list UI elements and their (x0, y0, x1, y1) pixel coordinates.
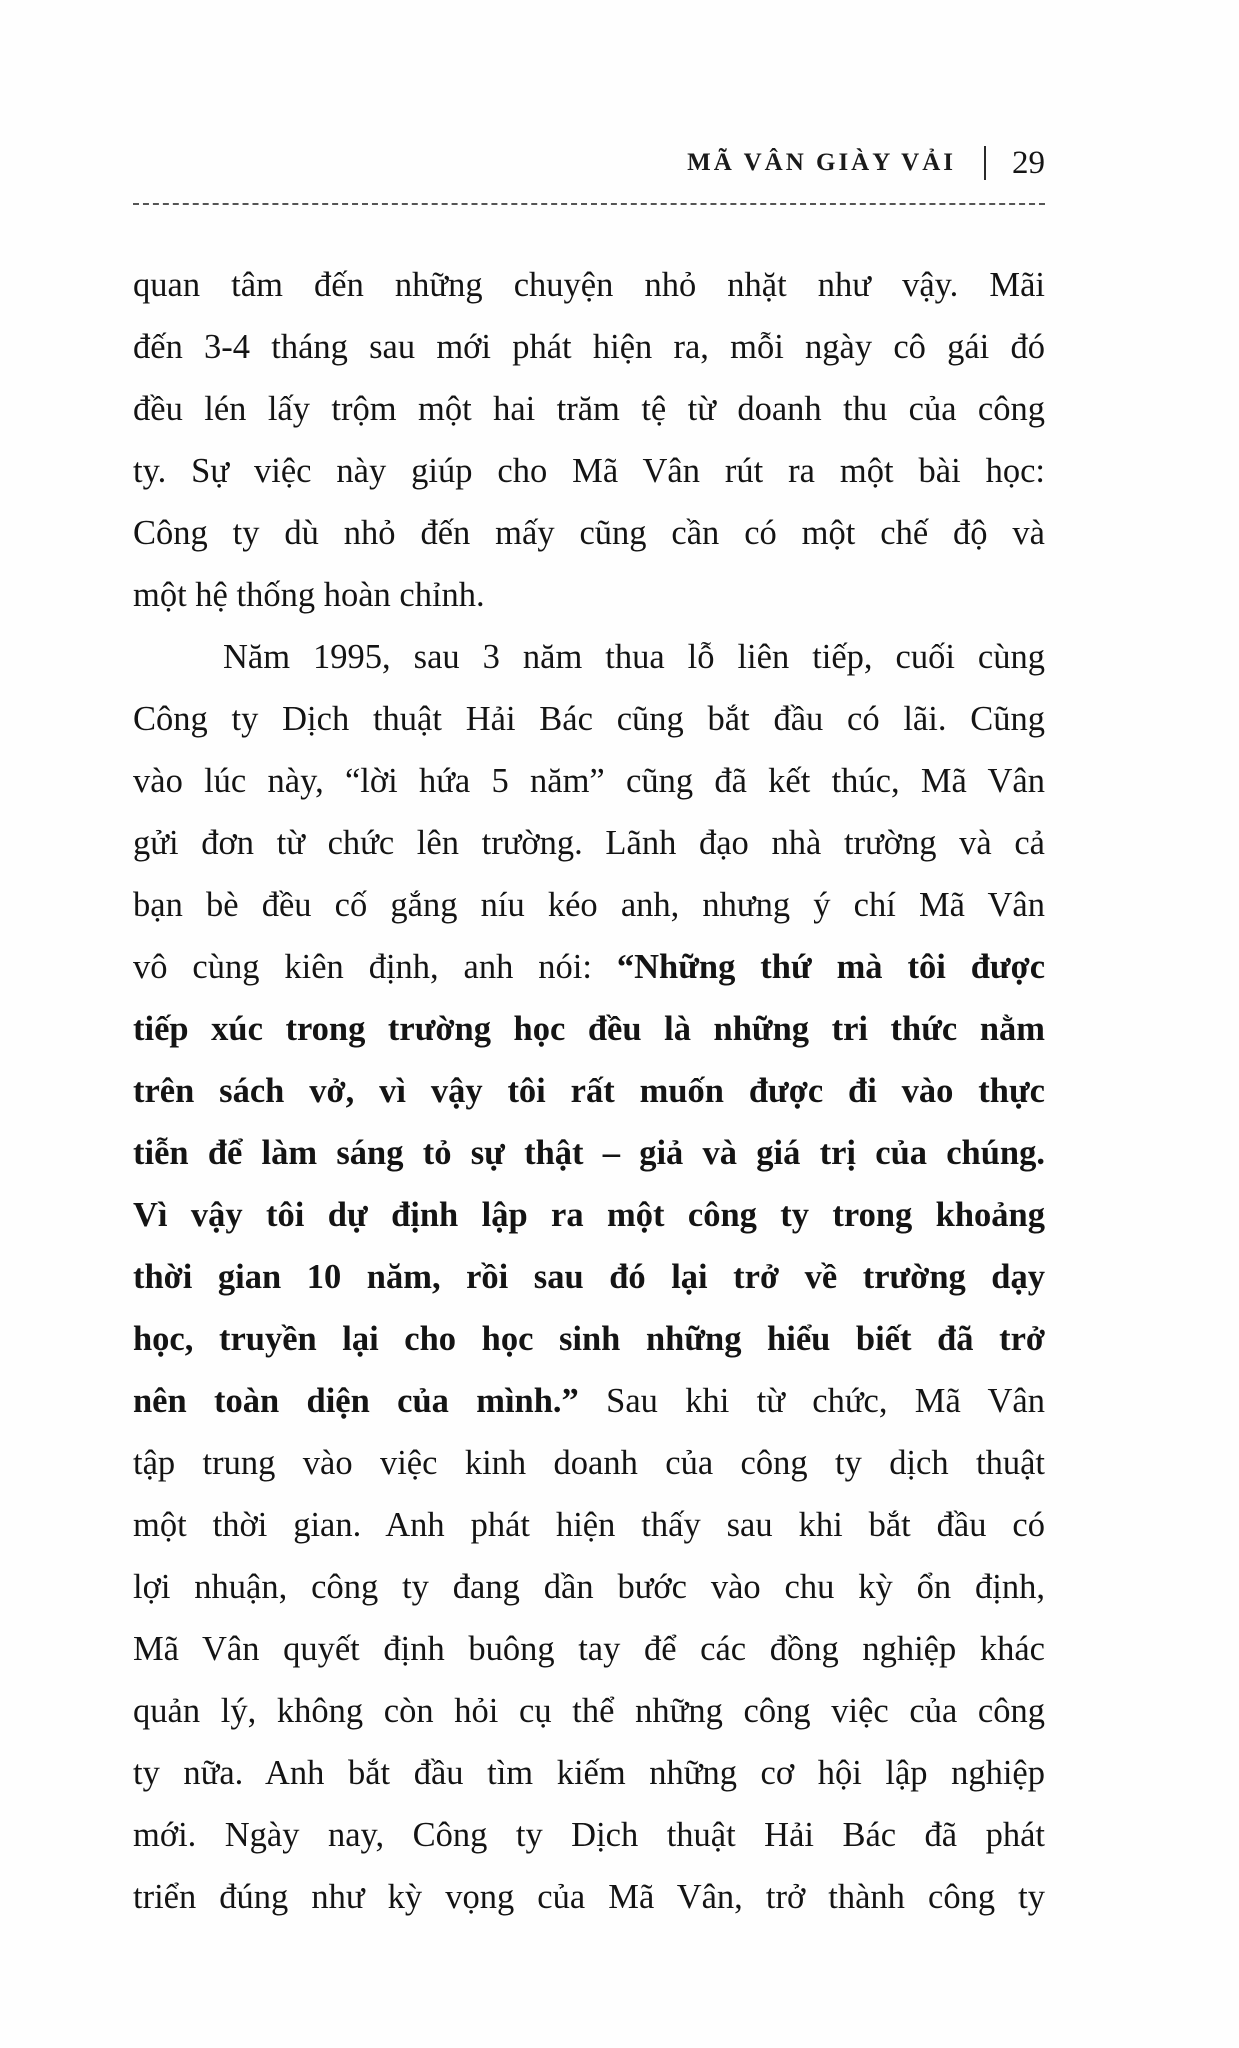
text-line: một hệ thống hoàn chỉnh. (133, 576, 485, 614)
text-line: ty. Sự việc này giúp cho Mã Vân rút ra một bài học: (133, 452, 1045, 490)
quote-line: Vì vậy tôi dự định lập ra một công ty trong khoảng (133, 1196, 1045, 1234)
text-line: bạn bè đều cố gắng níu kéo anh, nhưng ý chí Mã Vân (133, 886, 1045, 924)
text-line: ty nữa. Anh bắt đầu tìm kiếm những cơ hội lập nghiệp (133, 1754, 1045, 1792)
text-line: triển đúng như kỳ vọng của Mã Vân, trở thành công ty (133, 1878, 1045, 1916)
text-line: Năm 1995, sau 3 năm thua lỗ liên tiếp, cuối cùng (223, 638, 1045, 676)
text-line (133, 936, 1045, 998)
header-separator (984, 146, 986, 180)
plain-text: vô cùng kiên định, anh nói: (133, 948, 617, 986)
text-line: tập trung vào việc kinh doanh của công ty dịch thuật (133, 1444, 1045, 1482)
quote-line: thời gian 10 năm, rồi sau đó lại trở về trường dạy (133, 1258, 1045, 1296)
paragraph-continued (133, 254, 1045, 626)
text-line: mới. Ngày nay, Công ty Dịch thuật Hải Bác đã phát (133, 1816, 1045, 1854)
text-line: Công ty Dịch thuật Hải Bác cũng bắt đầu có lãi. Cũng (133, 700, 1045, 738)
text-line: quản lý, không còn hỏi cụ thể những công việc của công (133, 1692, 1045, 1730)
text-line: một thời gian. Anh phát hiện thấy sau khi bắt đầu có (133, 1506, 1045, 1544)
quote-line: học, truyền lại cho học sinh những hiểu biết đã trở (133, 1320, 1045, 1358)
paragraph (133, 626, 1045, 1928)
text-line: đến 3-4 tháng sau mới phát hiện ra, mỗi ngày cô gái đó (133, 328, 1045, 366)
quote-line: tiếp xúc trong trường học đều là những tri thức nằm (133, 1010, 1045, 1048)
plain-text: Sau khi từ chức, Mã Vân (578, 1382, 1045, 1420)
running-header (133, 138, 1045, 188)
text-line: vào lúc này, “lời hứa 5 năm” cũng đã kết thúc, Mã Vân (133, 762, 1045, 800)
body-text (133, 254, 1045, 1928)
quote-bold-text: “Những thứ mà tôi được (616, 948, 1046, 986)
quote-bold-text: nên toàn diện của mình.” (133, 1382, 579, 1420)
text-line: quan tâm đến những chuyện nhỏ nhặt như vậy. Mãi (133, 266, 1045, 304)
page-number: 29 (1012, 144, 1045, 181)
text-line: lợi nhuận, công ty đang dần bước vào chu kỳ ổn định, (133, 1568, 1045, 1606)
text-line: Mã Vân quyết định buông tay để các đồng nghiệp khác (133, 1630, 1045, 1668)
quote-line: trên sách vở, vì vậy tôi rất muốn được đi vào thực (133, 1072, 1045, 1110)
text-line (133, 1370, 1045, 1432)
text-line: gửi đơn từ chức lên trường. Lãnh đạo nhà trường và cả (133, 824, 1045, 862)
text-line: Công ty dù nhỏ đến mấy cũng cần có một chế độ và (133, 514, 1045, 552)
running-title: MÃ VÂN GIÀY VẢI (687, 149, 956, 176)
header-divider (133, 203, 1045, 205)
quote-line: tiễn để làm sáng tỏ sự thật – giả và giá trị của chúng. (133, 1134, 1045, 1172)
text-line: đều lén lấy trộm một hai trăm tệ từ doanh thu của công (133, 390, 1045, 428)
